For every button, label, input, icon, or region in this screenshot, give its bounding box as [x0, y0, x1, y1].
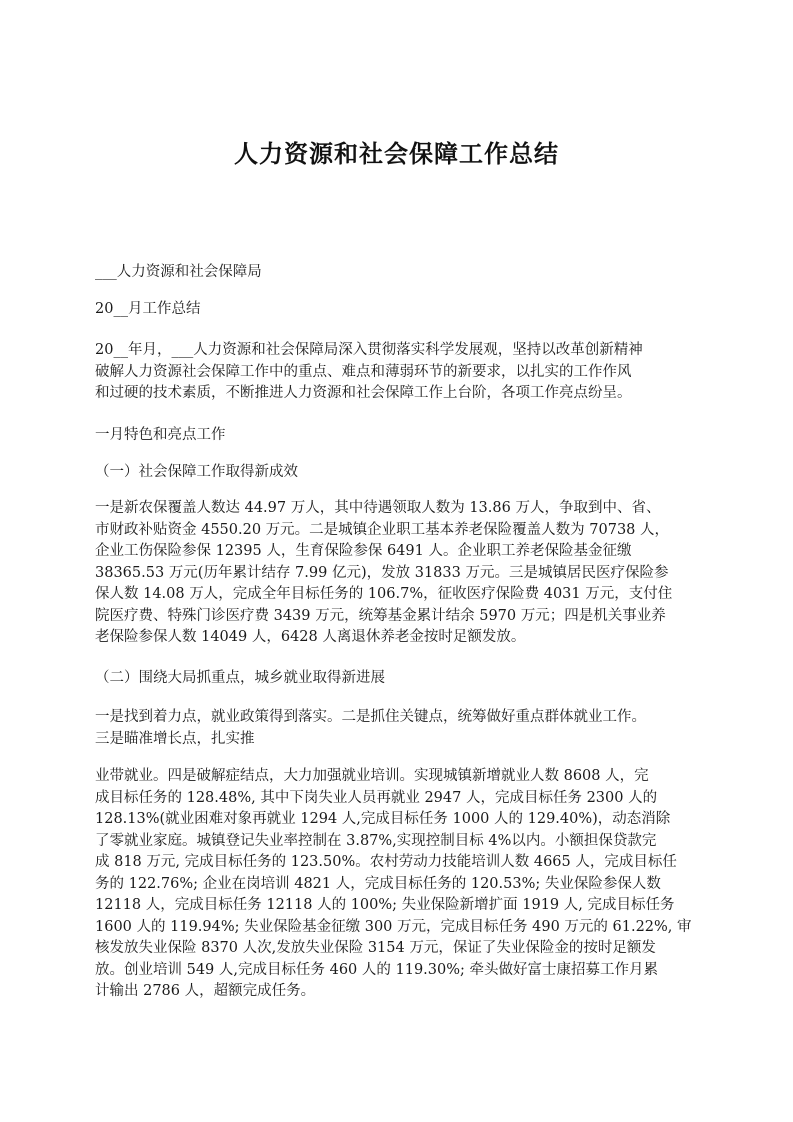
org-line: ___人力资源和社会保障局 — [95, 264, 262, 280]
sub2-cont-line: 12118 人，完成目标任务 12118 人的 100%; 失业保险新增扩面 1919 人, 完成目标任务 — [95, 897, 675, 913]
sub2-cont-line: 务的 122.76%; 企业在岗培训 4821 人，完成目标任务的 120.53%; 失业保险参保人数 — [95, 875, 661, 892]
sub2-cont-line: 1600 人的 119.94%; 失业保险基金征缴 300 万元，完成目标任务 490 万元的 61.22%, 审 — [95, 918, 692, 935]
sub1-heading: （一）社会保障工作取得新成效 — [95, 464, 298, 480]
sub1-line: 企业工伤保险参保 12395 人，生育保险参保 6491 人。企业职工养老保险基金征缴 — [95, 543, 632, 559]
sub1-line: 38365.53 万元(历年累计结存 7.99 亿元)，发放 31833 万元。三是城镇居民医疗保险参 — [95, 564, 669, 581]
sub1-line: 院医疗费、特殊门诊医疗费 3439 万元，统筹基金累计结余 5970 万元；四是机关事业养 — [95, 607, 666, 624]
sub2-paragraph — [95, 707, 705, 750]
intro-line: 破解人力资源社会保障工作中的重点、难点和薄弱环节的新要求，以扎实的工作作风 — [95, 363, 632, 380]
sub1-line: 老保险参保人数 14049 人，6428 人离退休养老金按时足额发放。 — [95, 629, 526, 645]
intro-paragraph — [95, 340, 705, 405]
sub2-cont-line: 放。创业培训 549 人,完成目标任务 460 人的 119.30%; 牵头做好富士康招募工作月累 — [95, 961, 659, 978]
sub1-line: 保人数 14.08 万人，完成全年目标任务的 106.7%，征收医疗保险费 4031 万元，支付住 — [95, 586, 673, 602]
sub1-line: 一是新农保覆盖人数达 44.97 万人，其中待遇领取人数为 13.86 万人，争取到中、省、 — [95, 500, 661, 516]
sub2-cont-line: 了零就业家庭。城镇登记失业率控制在 3.87%,实现控制目标 4%以内。小额担保贷款完 — [95, 832, 657, 849]
sub2-continuation — [95, 766, 705, 1003]
sub1-line: 市财政补贴资金 4550.20 万元。二是城镇企业职工基本养老保险覆盖人数为 70738 人， — [95, 521, 670, 538]
sub2-cont-line: 128.13%(就业困难对象再就业 1294 人,完成目标任务 1000 人的 129.40%)，动态消除 — [95, 811, 671, 827]
sub2-cont-line: 成 818 万元, 完成目标任务的 123.50%。农村劳动力技能培训人数 4665 人，完成目标任 — [95, 854, 677, 870]
sub1-paragraph — [95, 498, 705, 649]
sub2-line: 三是瞄准增长点，扎实推 — [95, 730, 255, 747]
date-line: 20__月工作总结 — [95, 301, 201, 317]
intro-line: 和过硬的技术素质，不断推进人力资源和社会保障工作上台阶，各项工作亮点纷呈。 — [95, 385, 632, 401]
document-title: 人力资源和社会保障工作总结 — [234, 140, 559, 168]
sub2-cont-line: 业带就业。四是破解症结点，大力加强就业培训。实现城镇新增就业人数 8608 人，完 — [95, 768, 649, 784]
intro-line: 20__年月，___人力资源和社会保障局深入贯彻落实科学发展观，坚持以改革创新精神 — [95, 342, 643, 358]
sub2-cont-line: 成目标任务的 128.48%, 其中下岗失业人员再就业 2947 人，完成目标任务 2300 人的 — [95, 789, 658, 806]
sub2-line: 一是找到着力点，就业政策得到落实。二是抓住关键点，统筹做好重点群体就业工作。 — [95, 709, 646, 725]
sub2-cont-line: 计输出 2786 人，超额完成任务。 — [95, 983, 316, 999]
section-heading: 一月特色和亮点工作 — [95, 427, 226, 443]
sub2-cont-line: 核发放失业保险 8370 人次,发放失业保险 3154 万元，保证了失业保险金的按时足额发 — [95, 940, 656, 956]
sub2-heading: （二）围绕大局抓重点，城乡就业取得新进展 — [95, 670, 385, 686]
